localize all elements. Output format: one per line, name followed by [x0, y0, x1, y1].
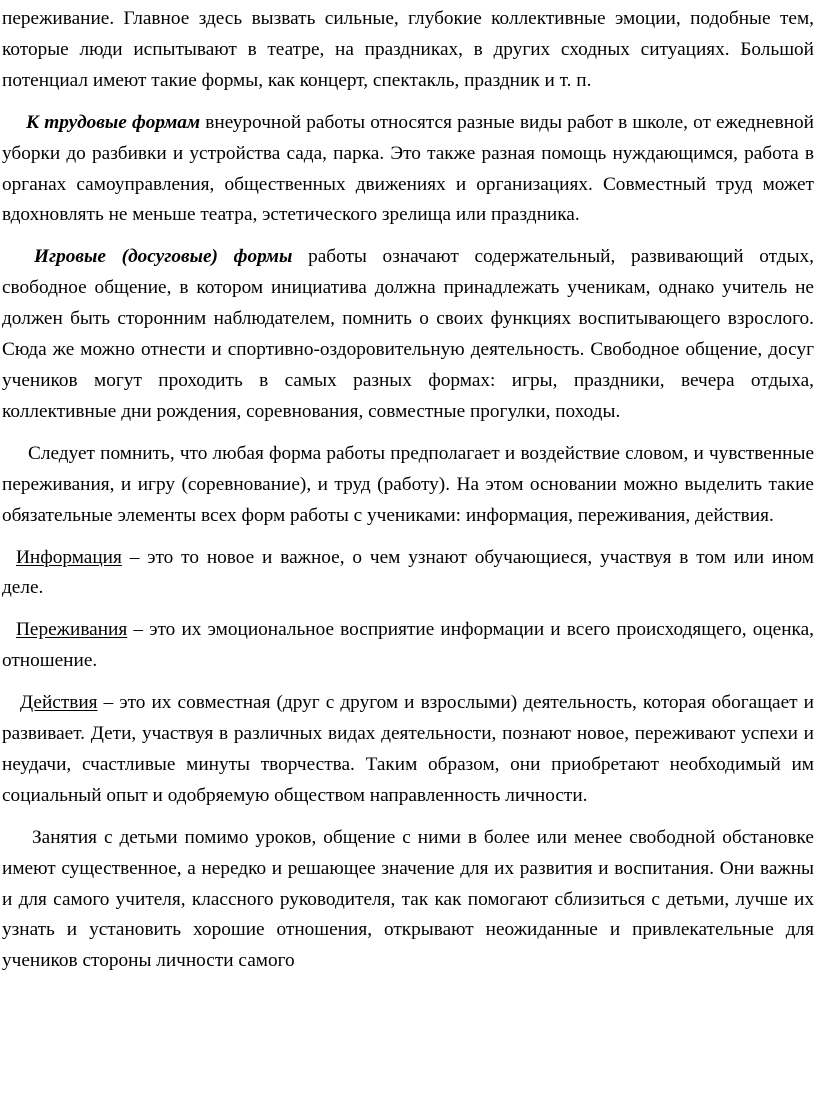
term-actions: Действия — [20, 692, 98, 714]
paragraph-extracurricular — [2, 823, 814, 978]
paragraph-text: Следует помнить, что любая форма работы предполагает и воздействие словом, и чувственные переживания, и игру (соревнование), и труд (работу). На этом основании можно выделить такие обязательные элементы всех форм работы с учениками: информация, переживания, действия. — [2, 442, 814, 526]
paragraph-experiences — [2, 615, 814, 677]
term-labor-forms: К трудовые формам — [26, 111, 201, 133]
paragraph-information — [2, 543, 814, 605]
paragraph-text: переживание. Главное здесь вызвать сильные, глубокие коллективные эмоции, подобные тем, которые люди испытывают в театре, на праздниках, в других сходных ситуациях. Большой потенциал имеют такие формы, как концерт, спектакль, праздник и т. п. — [2, 8, 814, 91]
paragraph-text: – это то новое и важное, о чем узнают обучающиеся, участвуя в том или ином деле. — [2, 546, 814, 599]
paragraph-actions — [2, 688, 814, 812]
paragraph-text: внеурочной работы относятся разные виды работ в школе, от ежедневной уборки до разбивки и устройства сада, парка. Это также разная помощь нуждающимся, работа в органах самоуправления, общественных движениях и организациях. Совместный труд может вдохновлять не меньше театра, эстетического зрелища или праздника. — [2, 111, 814, 226]
paragraph-labor-forms — [2, 108, 814, 232]
paragraph-text: – это их совместная (друг с другом и взрослыми) деятельность, которая обогащает и развивает. Дети, участвуя в различных видах деятельности, познают новое, переживают успехи и неудачи, счастливые минуты творчества. Таким образом, они приобретают необходимый им социальный опыт и одобряемую обществом направленность личности. — [2, 692, 814, 806]
paragraph-text: – это их эмоциональное восприятие информации и всего происходящего, оценка, отношение. — [2, 619, 814, 672]
paragraph-text: работы означают содержательный, развивающий отдых, свободное общение, в котором инициатива должна принадлежать ученикам, однако учитель не должен быть сторонним наблюдателем, помнить о своих функциях воспитывающего взрослого. Сюда же можно отнести и спортивно-оздоровительную деятельность. Свободное общение, досуг учеников могут проходить в самых разных формах: игры, праздники, вечера отдыха, коллективные дни рождения, соревнования, совместные прогулки, походы. — [2, 246, 814, 422]
paragraph-leisure-forms — [2, 242, 814, 427]
term-experiences: Переживания — [16, 619, 128, 641]
term-leisure-forms: Игровые (досуговые) формы — [34, 246, 293, 268]
term-information: Информация — [16, 546, 122, 568]
paragraph-form-elements — [2, 439, 814, 532]
paragraph-emotional-forms — [2, 4, 814, 97]
paragraph-text: Занятия с детьми помимо уроков, общение с ними в более или менее свободной обстановке имеют существенное, а нередко и решающее значение для их развития и воспитания. Они важны и для самого учителя, классного руководителя, так как помогают сблизиться с детьми, лучше их узнать и установить хорошие отношения, открывают неожиданные и привлекательные для учеников стороны личности самого — [2, 826, 814, 972]
